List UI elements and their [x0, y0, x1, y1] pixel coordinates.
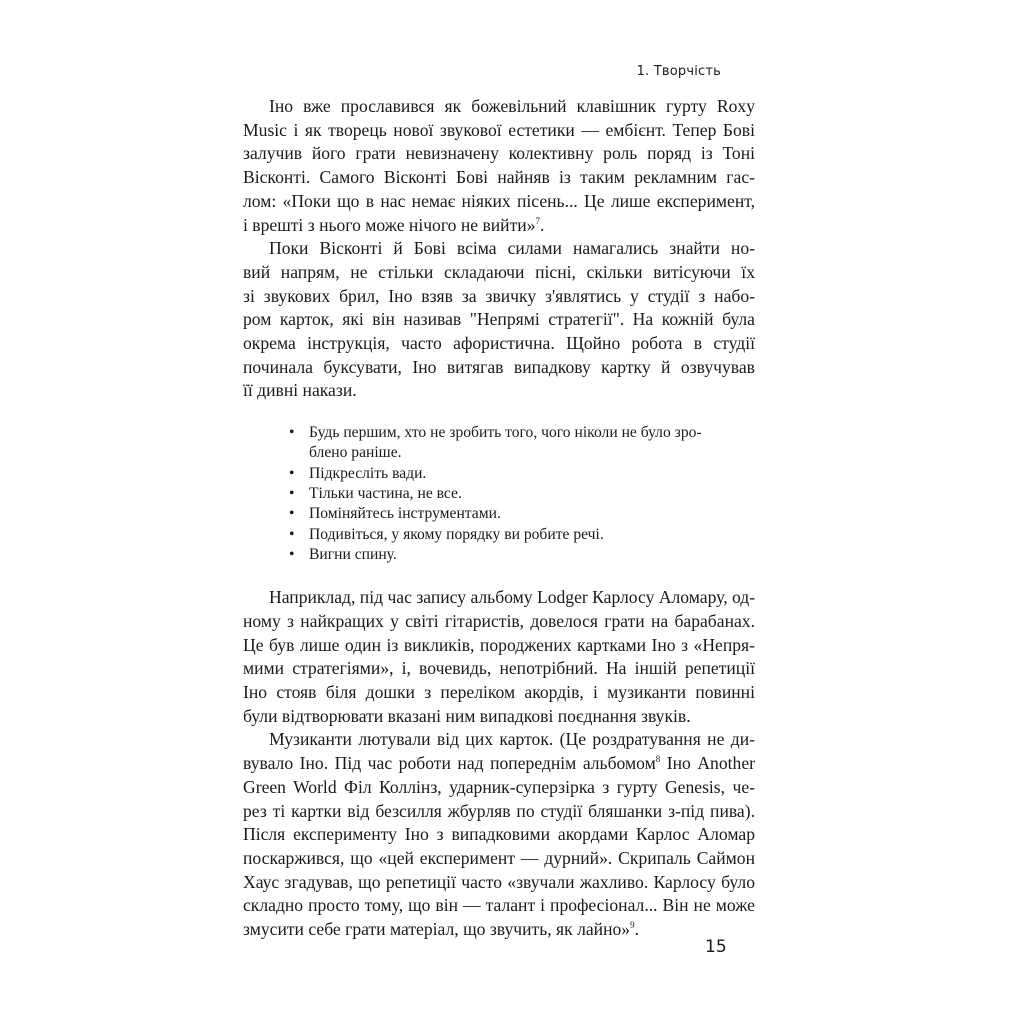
running-head: 1. Творчість [636, 64, 721, 79]
paragraph-2 [243, 237, 755, 403]
list-item [289, 504, 755, 524]
text-fragment: змусити себе грати матеріал, що звучить, як лайно» [243, 919, 631, 940]
text-line: лом: «Поки що в нас немає ніяких пісень... Це лише експеримент, [243, 190, 755, 211]
list-item [289, 484, 755, 504]
footnote-marker: 7 [535, 215, 540, 226]
text-line: окрема інструкція, часто афористична. Щойно робота в студії [243, 333, 755, 354]
list-item-line: Подивіться, у якому порядку ви робите речі. [309, 525, 604, 543]
text-line: Наприклад, під час запису альбому Lodger Карлосу Аломару, од- [269, 587, 756, 608]
list-item-line: Підкресліть вади. [309, 464, 427, 482]
text-line: залучив його грати невизначену колективну роль поряд із Тоні [243, 143, 755, 164]
text-line: ром карток, які він називав "Непрямі стратегії". На кожній була [243, 309, 755, 330]
paragraph-1 [243, 95, 755, 237]
text-line: Вісконті. Самого Вісконті Бові найняв із таким рекламним гас- [243, 167, 755, 188]
list-item-line: Поміняйтесь інструментами. [309, 505, 501, 523]
text-line: Іно стояв біля дошки з переліком акордів, і музиканти повинні [243, 682, 755, 703]
text-line: Music і як творець нової звукової естетики — ембієнт. Тепер Бові [243, 119, 755, 140]
text-line: Green World Філ Коллінз, ударник-суперзірка з гурту Genesis, че- [243, 776, 755, 797]
bullet-icon: • [289, 464, 295, 482]
text-line: складно просто тому, що він — талант і професіонал... Він не може [243, 895, 755, 916]
list-item-line: Вигни спину. [309, 545, 397, 563]
footnote-marker: 8 [655, 754, 661, 765]
bullet-icon: • [289, 545, 295, 563]
bullet-icon: • [289, 525, 295, 543]
bullet-list [243, 423, 755, 565]
list-item [289, 464, 755, 484]
bullet-icon: • [289, 485, 295, 503]
text-line: поскаржився, що «цей експеримент — дурний». Скрипаль Саймон [243, 847, 755, 868]
text-line: Хаус згадував, що репетиції часто «звучали жахливо. Карлосу було [243, 871, 755, 892]
list-item-line: блено раніше. [309, 444, 402, 462]
text-line: Поки Вісконті й Бові всіма силами намагались знайти но- [269, 238, 755, 259]
text-line: починала буксувати, Іно витягав випадкову картку й озвучував [243, 356, 755, 377]
text-line: зі звукових брил, Іно взяв за звичку з'являтись у студії з набо- [243, 285, 755, 306]
text-fragment: вувало Іно. Під час роботи над попереднім альбомом [243, 753, 656, 774]
page-number: 15 [705, 937, 727, 957]
text-line: Це був лише один із викликів, породжених картками Іно з «Непря- [243, 634, 755, 655]
bullet-icon: • [289, 505, 295, 523]
text-line [243, 752, 755, 776]
text-fragment: . [634, 919, 640, 940]
paragraph-4 [243, 728, 755, 941]
footnote-marker: 9 [630, 920, 635, 931]
list-item [289, 525, 755, 545]
text-line: мими стратегіями», і, вочевидь, непотрібний. На іншій репетиції [243, 658, 755, 679]
list-item [289, 423, 755, 464]
paragraph-3 [243, 586, 755, 728]
bullet-icon: • [289, 424, 295, 442]
list-item-line: Будь першим, хто не зробить того, чого ніколи не було зро- [309, 424, 702, 442]
text-fragment: Іно Another [660, 753, 755, 774]
text-line: Музиканти лютували від цих карток. (Це роздратування не ди- [269, 729, 755, 750]
text-line: Після експерименту Іно з випадковими акордами Карлос Аломар [243, 824, 755, 845]
text-line: були відтворювати вказані ним випадкові поєднання звуків. [243, 705, 691, 726]
text-line [243, 918, 755, 942]
text-line: і врешті з нього може нічого не вийти»$^7$. [243, 214, 545, 235]
text-line: вий напрям, не стільки складаючи пісні, скільки витісуючи їх [243, 261, 755, 282]
text-fragment: і врешті з нього може нічого не вийти» [243, 214, 536, 235]
body-text [243, 95, 755, 942]
list-item [289, 545, 755, 565]
list-item-line: Тільки частина, не все. [309, 485, 462, 503]
text-line: її дивні накази. [243, 380, 357, 401]
text-line: ному з найкращих у світі гітаристів, довелося грати на барабанах. [243, 610, 755, 631]
text-line: Іно вже прославився як божевільний клавішник гурту Roxy [269, 96, 755, 116]
text-line: рез ті картки від безсилля жбурляв по студії бляшанки з-під пива). [243, 800, 755, 821]
